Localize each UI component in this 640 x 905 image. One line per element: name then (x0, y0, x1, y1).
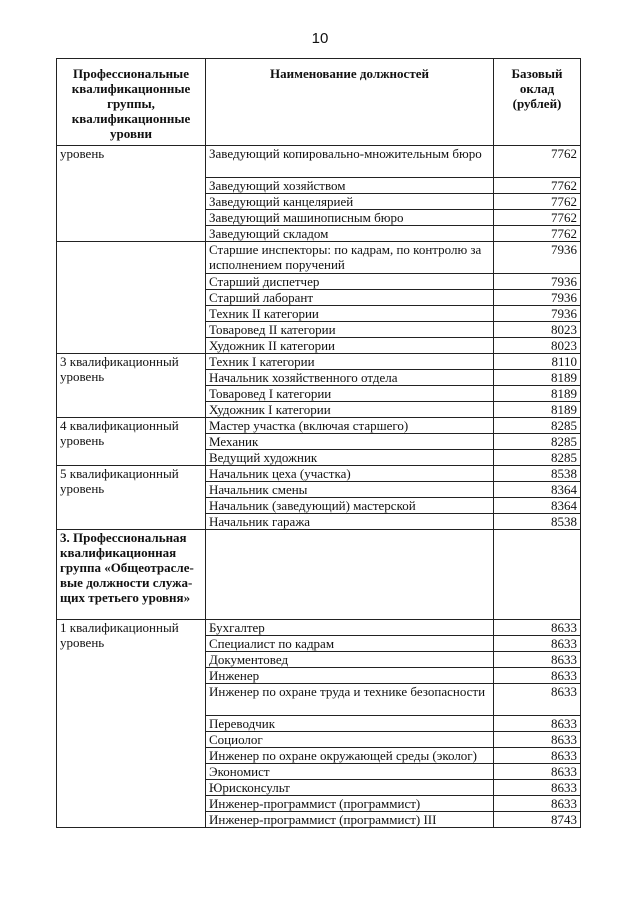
position-cell: Документовед (206, 652, 494, 668)
salary-cell: 8189 (494, 402, 581, 418)
position-cell: Заведующий канцелярией (206, 194, 494, 210)
table-row (57, 242, 581, 274)
position-cell: Художник II категории (206, 338, 494, 354)
salary-cell: 8633 (494, 780, 581, 796)
position-cell: Старшие инспекторы: по кадрам, по контролю за исполнением поручений (206, 242, 494, 274)
qualification-group-cell: 5 квалификационный уровень (57, 466, 206, 530)
position-cell: Экономист (206, 764, 494, 780)
position-cell: Старший диспетчер (206, 274, 494, 290)
salary-cell: 8633 (494, 764, 581, 780)
position-cell: Инженер по охране окружающей среды (эколог) (206, 748, 494, 764)
position-cell: Начальник хозяйственного отдела (206, 370, 494, 386)
salary-cell: 8110 (494, 354, 581, 370)
salary-cell: 8538 (494, 514, 581, 530)
qualification-group-cell: 3. Профессиональная квалификационная группа «Общеотрасле-вые должности служа-щих третьего уровня» (57, 530, 206, 620)
position-cell: Товаровед I категории (206, 386, 494, 402)
position-cell: Заведующий копировально-множительным бюро (206, 146, 494, 178)
salary-cell (494, 530, 581, 620)
position-cell: Начальник цеха (участка) (206, 466, 494, 482)
table-row (57, 418, 581, 434)
salary-cell: 8189 (494, 386, 581, 402)
salary-cell: 8633 (494, 636, 581, 652)
salary-cell: 8633 (494, 668, 581, 684)
position-cell: Начальник (заведующий) мастерской (206, 498, 494, 514)
table-row (57, 146, 581, 178)
qualification-group-cell: 1 квалификационный уровень (57, 620, 206, 828)
salary-cell: 7762 (494, 146, 581, 178)
position-cell: Инженер (206, 668, 494, 684)
position-cell: Инженер по охране труда и технике безопасности (206, 684, 494, 716)
position-cell: Юрисконсульт (206, 780, 494, 796)
table-body (57, 146, 581, 828)
position-cell: Техник I категории (206, 354, 494, 370)
position-cell: Художник I категории (206, 402, 494, 418)
position-cell: Мастер участка (включая старшего) (206, 418, 494, 434)
table-row (57, 530, 581, 620)
position-cell: Начальник гаража (206, 514, 494, 530)
salary-cell: 8633 (494, 684, 581, 716)
salary-cell: 8023 (494, 322, 581, 338)
salary-cell: 7936 (494, 290, 581, 306)
salary-cell: 8633 (494, 732, 581, 748)
position-cell: Товаровед II категории (206, 322, 494, 338)
salary-cell: 8633 (494, 716, 581, 732)
position-cell: Заведующий машинописным бюро (206, 210, 494, 226)
position-cell: Техник II категории (206, 306, 494, 322)
qualification-group-cell: 4 квалификационный уровень (57, 418, 206, 466)
position-cell: Бухгалтер (206, 620, 494, 636)
salary-cell: 8633 (494, 620, 581, 636)
qualification-group-cell (57, 242, 206, 354)
table-header (57, 59, 581, 146)
salary-cell: 8364 (494, 498, 581, 514)
salary-cell: 8285 (494, 434, 581, 450)
salary-cell: 7762 (494, 178, 581, 194)
salary-table (56, 58, 581, 828)
position-cell: Социолог (206, 732, 494, 748)
header-position-column: Наименование должностей (206, 59, 494, 146)
salary-cell: 8743 (494, 812, 581, 828)
salary-cell: 8538 (494, 466, 581, 482)
position-cell: Специалист по кадрам (206, 636, 494, 652)
page-number: 10 (311, 30, 329, 47)
position-cell: Заведующий складом (206, 226, 494, 242)
salary-cell: 7762 (494, 210, 581, 226)
salary-cell: 7762 (494, 226, 581, 242)
position-cell: Переводчик (206, 716, 494, 732)
position-cell: Ведущий художник (206, 450, 494, 466)
header-salary-column: Базовый оклад (рублей) (494, 59, 581, 146)
table-row (57, 354, 581, 370)
position-cell: Инженер-программист (программист) III (206, 812, 494, 828)
salary-cell: 8633 (494, 748, 581, 764)
salary-cell: 8633 (494, 796, 581, 812)
salary-cell: 8189 (494, 370, 581, 386)
salary-cell: 7936 (494, 306, 581, 322)
position-cell (206, 530, 494, 620)
salary-cell: 8023 (494, 338, 581, 354)
position-cell: Инженер-программист (программист) (206, 796, 494, 812)
salary-cell: 7936 (494, 242, 581, 274)
salary-cell: 8633 (494, 652, 581, 668)
salary-cell: 8285 (494, 418, 581, 434)
position-cell: Начальник смены (206, 482, 494, 498)
salary-cell: 8285 (494, 450, 581, 466)
qualification-group-cell: 3 квалификационный уровень (57, 354, 206, 418)
position-cell: Старший лаборант (206, 290, 494, 306)
position-cell: Механик (206, 434, 494, 450)
table-row (57, 466, 581, 482)
salary-cell: 7936 (494, 274, 581, 290)
table-row (57, 620, 581, 636)
qualification-group-cell: уровень (57, 146, 206, 242)
salary-cell: 8364 (494, 482, 581, 498)
header-group-column: Профессиональные квалификационные группы, квалификационные уровни (57, 59, 206, 146)
salary-cell: 7762 (494, 194, 581, 210)
position-cell: Заведующий хозяйством (206, 178, 494, 194)
